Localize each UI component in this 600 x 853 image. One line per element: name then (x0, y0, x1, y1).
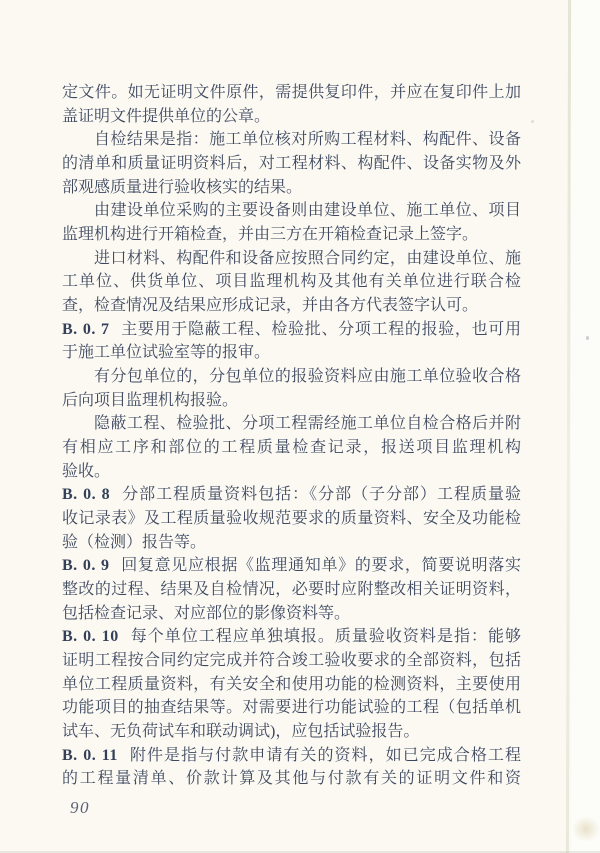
text-line (62, 81, 521, 105)
text-line (62, 365, 521, 389)
text-line (62, 436, 521, 460)
line-text: 分部工程质量资料包括：《分部（子分部）工程质量验 (121, 486, 521, 504)
line-text: 的清单和质量证明资料后，对工程材料、构配件、设备实物及外 (62, 155, 521, 173)
line-text: 盖证明文件提供单位的公章。 (62, 107, 271, 125)
line-text: 自检结果是指：施工单位核对所购工程材料、构配件、设备 (94, 131, 521, 149)
text-line (62, 649, 521, 673)
text-line (62, 767, 521, 791)
text-line (62, 483, 521, 507)
line-text: 包括检查记录、对应部位的影像资料等。 (62, 604, 351, 622)
text-line (62, 318, 521, 342)
clause-label: B. 0. 8 (62, 486, 111, 504)
text-line (62, 696, 521, 720)
line-text: 主要用于隐蔽工程、检验批、分项工程的报验，也可用 (120, 320, 521, 338)
line-text: 工单位、供货单位、项目监理机构及其他有关单位进行联合检 (62, 273, 521, 291)
text-line (62, 294, 521, 318)
clause-label: B. 0. 10 (62, 628, 119, 646)
text-line (62, 247, 521, 271)
line-text: 单位工程质量资料，有关安全和使用功能的检测资料，主要使用 (62, 675, 521, 693)
line-text: 进口材料、构配件和设备应按照合同约定，由建设单位、施 (94, 249, 521, 267)
line-text: 验收。 (62, 462, 111, 480)
text-line (62, 578, 521, 602)
text-line (62, 720, 521, 744)
text-line (62, 531, 521, 555)
line-text: 监理机构进行开箱检查，并由三方在开箱检查记录上签字。 (62, 226, 479, 244)
text-line (62, 625, 521, 649)
text-block (62, 81, 521, 791)
scan-smudge (572, 816, 600, 842)
clause-label: B. 0. 7 (62, 320, 110, 338)
text-line (62, 223, 521, 247)
text-line (62, 341, 521, 365)
line-text: 功能项目的抽查结果等。对需要进行功能试验的工程（包括单机 (62, 699, 521, 717)
line-text: 于施工单位试验室等的报审。 (62, 344, 271, 362)
line-text: 查，检查情况及结果应形成记录，并由各方代表签字认可。 (62, 297, 479, 315)
line-text: 验（检测）报告等。 (62, 533, 207, 551)
line-text: 每个单位工程应单独填报。质量验收资料是指：能够 (129, 628, 521, 646)
scan-right-band (571, 0, 600, 853)
line-text: 整改的过程、结果及自检情况，必要时应附整改相关证明资料， (62, 581, 521, 599)
page-number: 90 (70, 798, 90, 817)
scan-speck (586, 336, 589, 340)
scan-speck (531, 120, 534, 123)
line-text: 定文件。如无证明文件原件，需提供复印件，并应在复印件上加 (62, 84, 521, 101)
line-text: 证明工程按合同约定完成并符合竣工验收要求的全部资料，包括 (62, 652, 521, 670)
text-line (62, 199, 521, 223)
text-line (62, 744, 521, 768)
text-line (62, 602, 521, 626)
line-text: 有分包单位的，分包单位的报验资料应由施工单位验收合格 (94, 368, 521, 386)
line-text: 试车、无负荷试车和联动调试)，应包括试验报告。 (62, 723, 420, 741)
line-text: 部观感质量进行验收核实的结果。 (62, 178, 303, 196)
line-text: 有相应工序和部位的工程质量检查记录，报送项目监理机构 (62, 439, 521, 457)
text-line (62, 176, 521, 200)
text-line (62, 554, 521, 578)
text-line (62, 673, 521, 697)
clause-label: B. 0. 9 (62, 557, 110, 575)
text-line (62, 389, 521, 413)
text-line (62, 412, 521, 436)
line-text: 附件是指与付款申请有关的资料，如已完成合格工程 (128, 746, 521, 764)
line-text: 后向项目监理机构报验。 (62, 391, 239, 409)
clause-label: B. 0. 11 (62, 746, 118, 764)
line-text: 回复意见应根据《监理通知单》的要求，简要说明落实 (120, 557, 521, 575)
text-line (62, 460, 521, 484)
text-line (62, 128, 521, 152)
line-text: 的工程量清单、价款计算及其他与付款有关的证明文件和资 (62, 770, 521, 788)
text-line (62, 270, 521, 294)
line-text: 收记录表》及工程质量验收规范要求的质量资料、安全及功能检 (62, 510, 521, 528)
text-line (62, 507, 521, 531)
text-line (62, 105, 521, 129)
line-text: 隐蔽工程、检验批、分项工程需经施工单位自检合格后并附 (94, 415, 521, 433)
line-text: 由建设单位采购的主要设备则由建设单位、施工单位、项目 (94, 202, 521, 220)
text-line (62, 152, 521, 176)
